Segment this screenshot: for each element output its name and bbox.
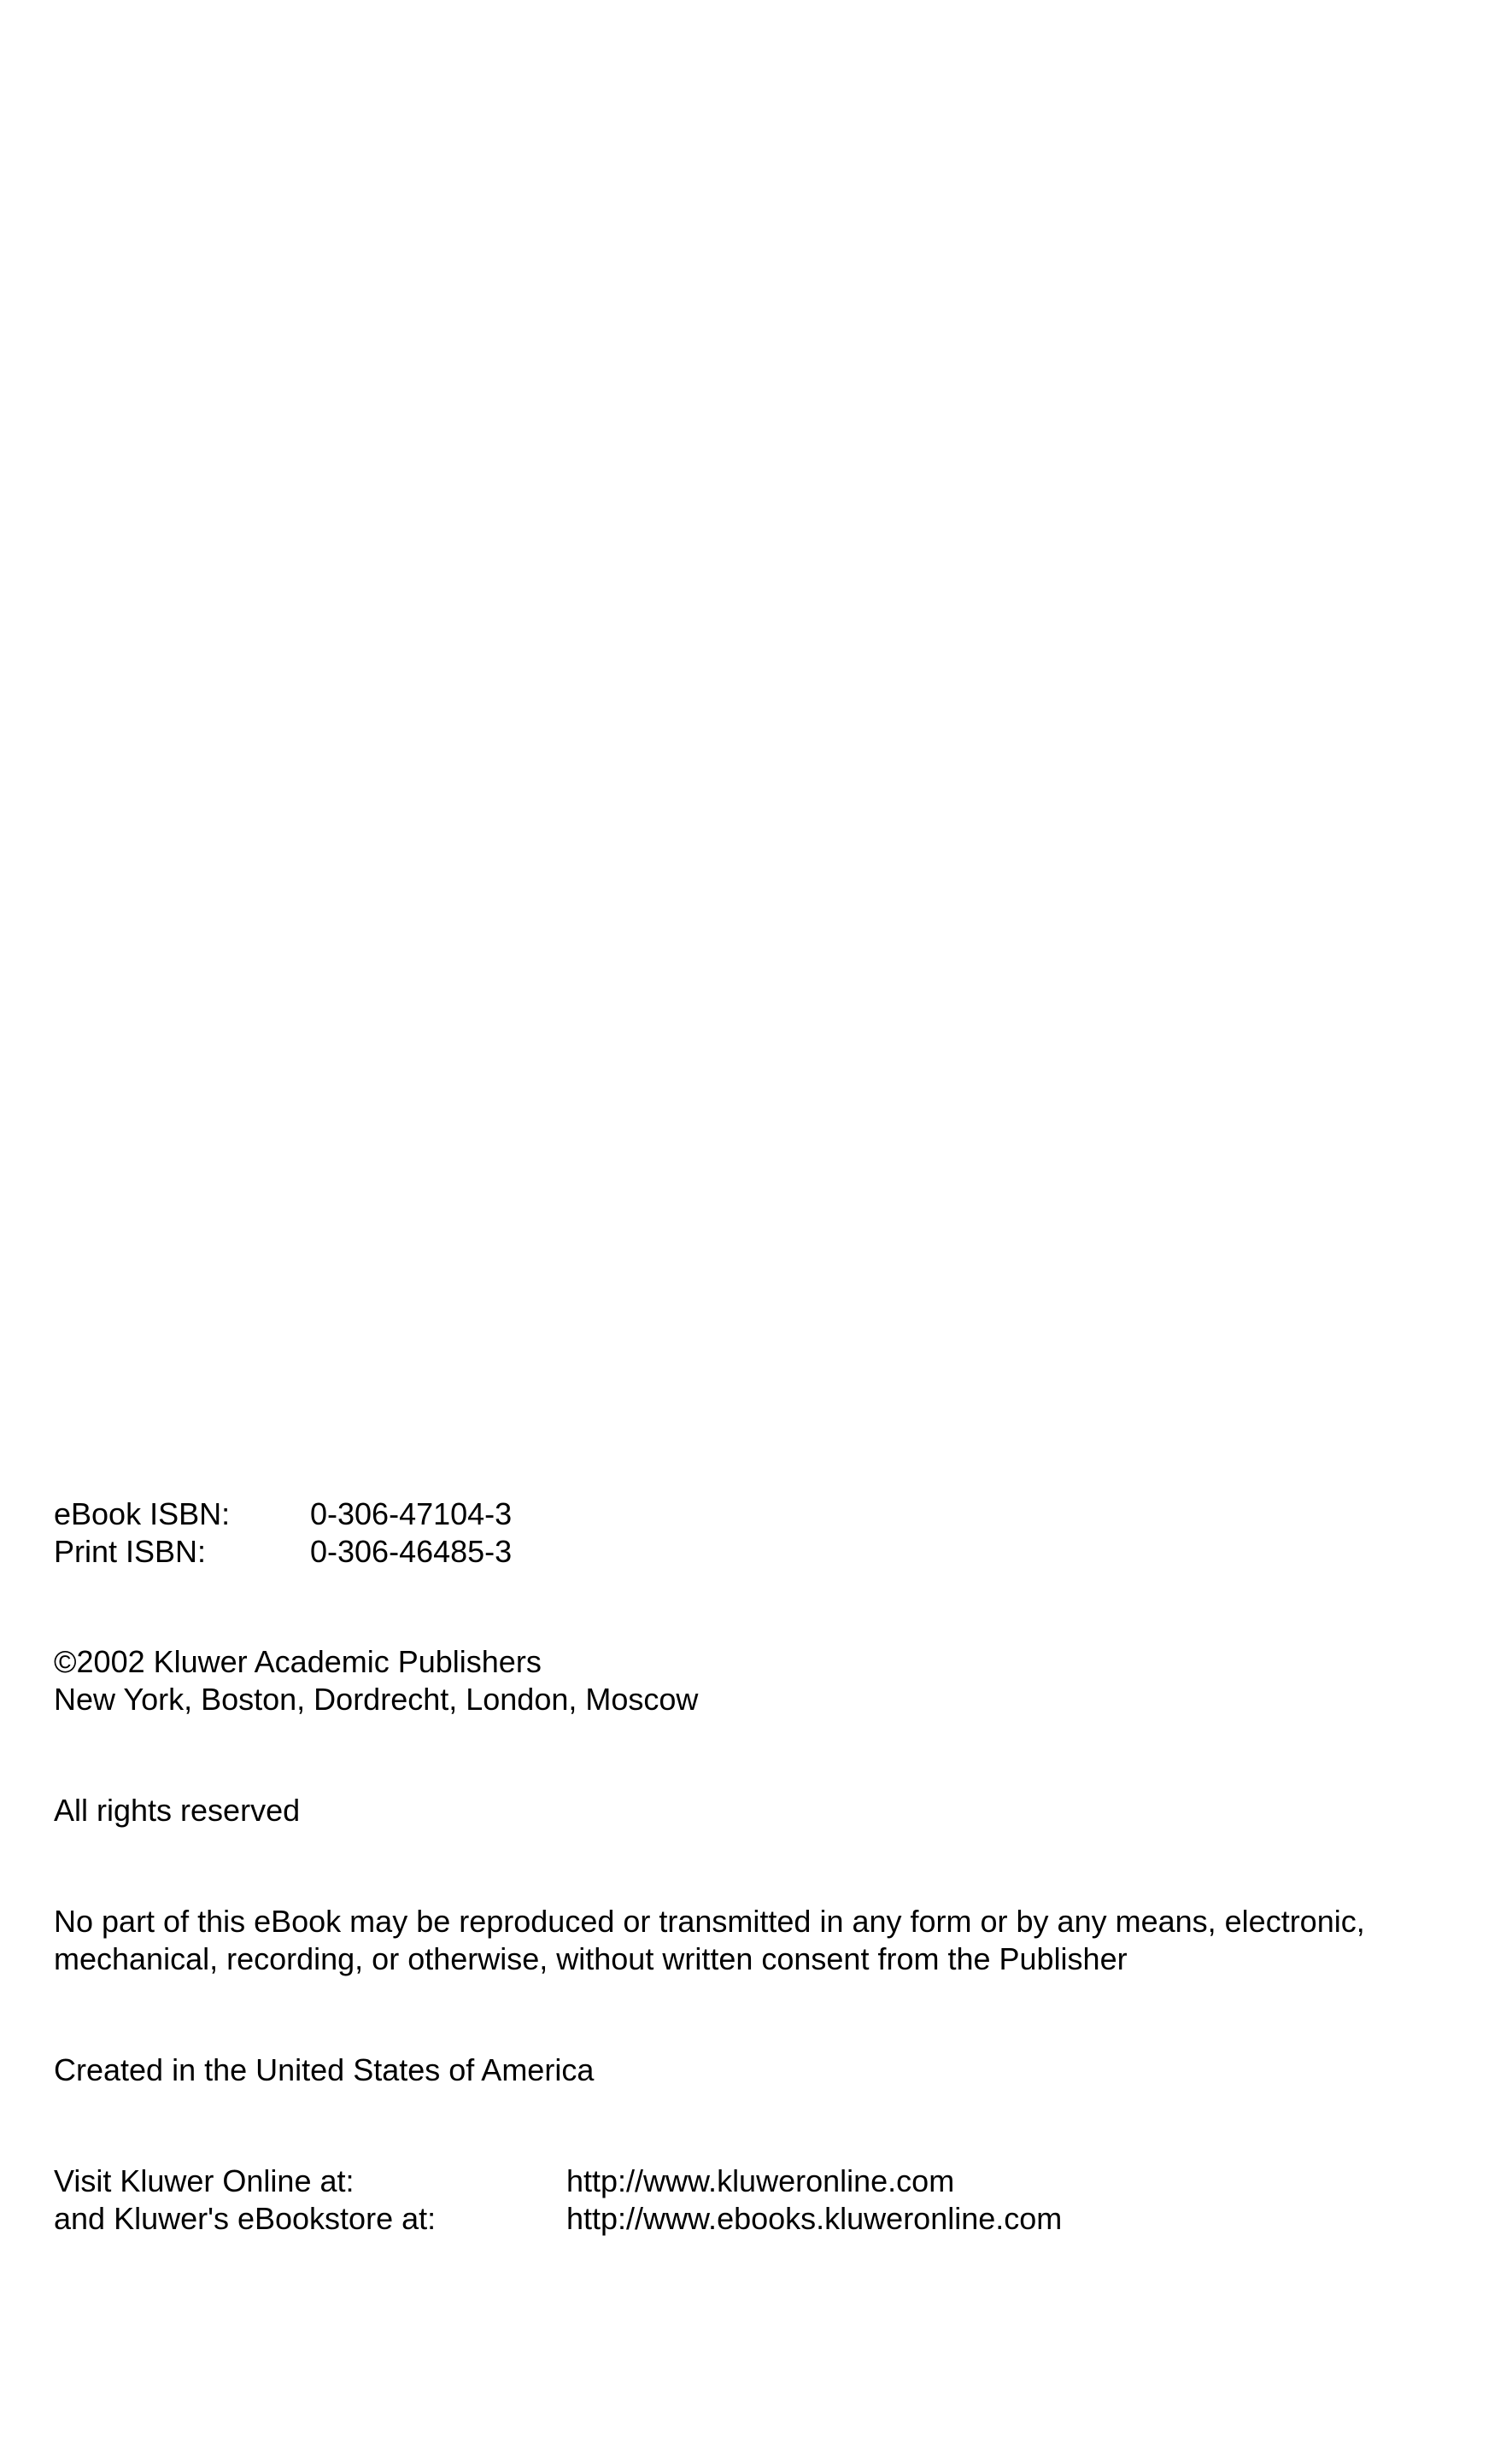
ebookstore-url[interactable]: http://www.ebooks.kluweronline.com — [566, 2201, 1063, 2236]
rights-block — [54, 1792, 300, 1829]
print-isbn-row — [54, 1533, 512, 1571]
isbn-block — [54, 1495, 512, 1571]
kluwer-online-row — [54, 2163, 1062, 2200]
kluwer-online-label: Visit Kluwer Online at: — [54, 2163, 355, 2198]
rights-reserved: All rights reserved — [54, 1793, 301, 1828]
publisher-locations: New York, Boston, Dordrecht, London, Moscow — [54, 1682, 699, 1717]
notice-block — [54, 1903, 1365, 1978]
created-in: Created in the United States of America — [54, 2052, 595, 2087]
ebookstore-row — [54, 2200, 1062, 2238]
ebookstore-label: and Kluwer's eBookstore at: — [54, 2201, 437, 2236]
print-isbn-value: 0-306-46485-3 — [310, 1534, 513, 1569]
ebook-isbn-row — [54, 1495, 512, 1533]
copyright-block — [54, 1643, 698, 1718]
notice-line-1: No part of this eBook may be reproduced or transmitted in any form or by any means, electronic, — [54, 1904, 1365, 1939]
notice-line-2: mechanical, recording, or otherwise, without written consent from the Publisher — [54, 1941, 1128, 1976]
ebook-isbn-label: eBook ISBN: — [54, 1496, 231, 1531]
copyright-line: ©2002 Kluwer Academic Publishers — [54, 1644, 542, 1679]
visit-block — [54, 2163, 1062, 2238]
ebook-isbn-value: 0-306-47104-3 — [310, 1496, 513, 1531]
kluwer-online-url[interactable]: http://www.kluweronline.com — [566, 2163, 955, 2198]
print-isbn-label: Print ISBN: — [54, 1534, 207, 1569]
created-block — [54, 2051, 594, 2089]
